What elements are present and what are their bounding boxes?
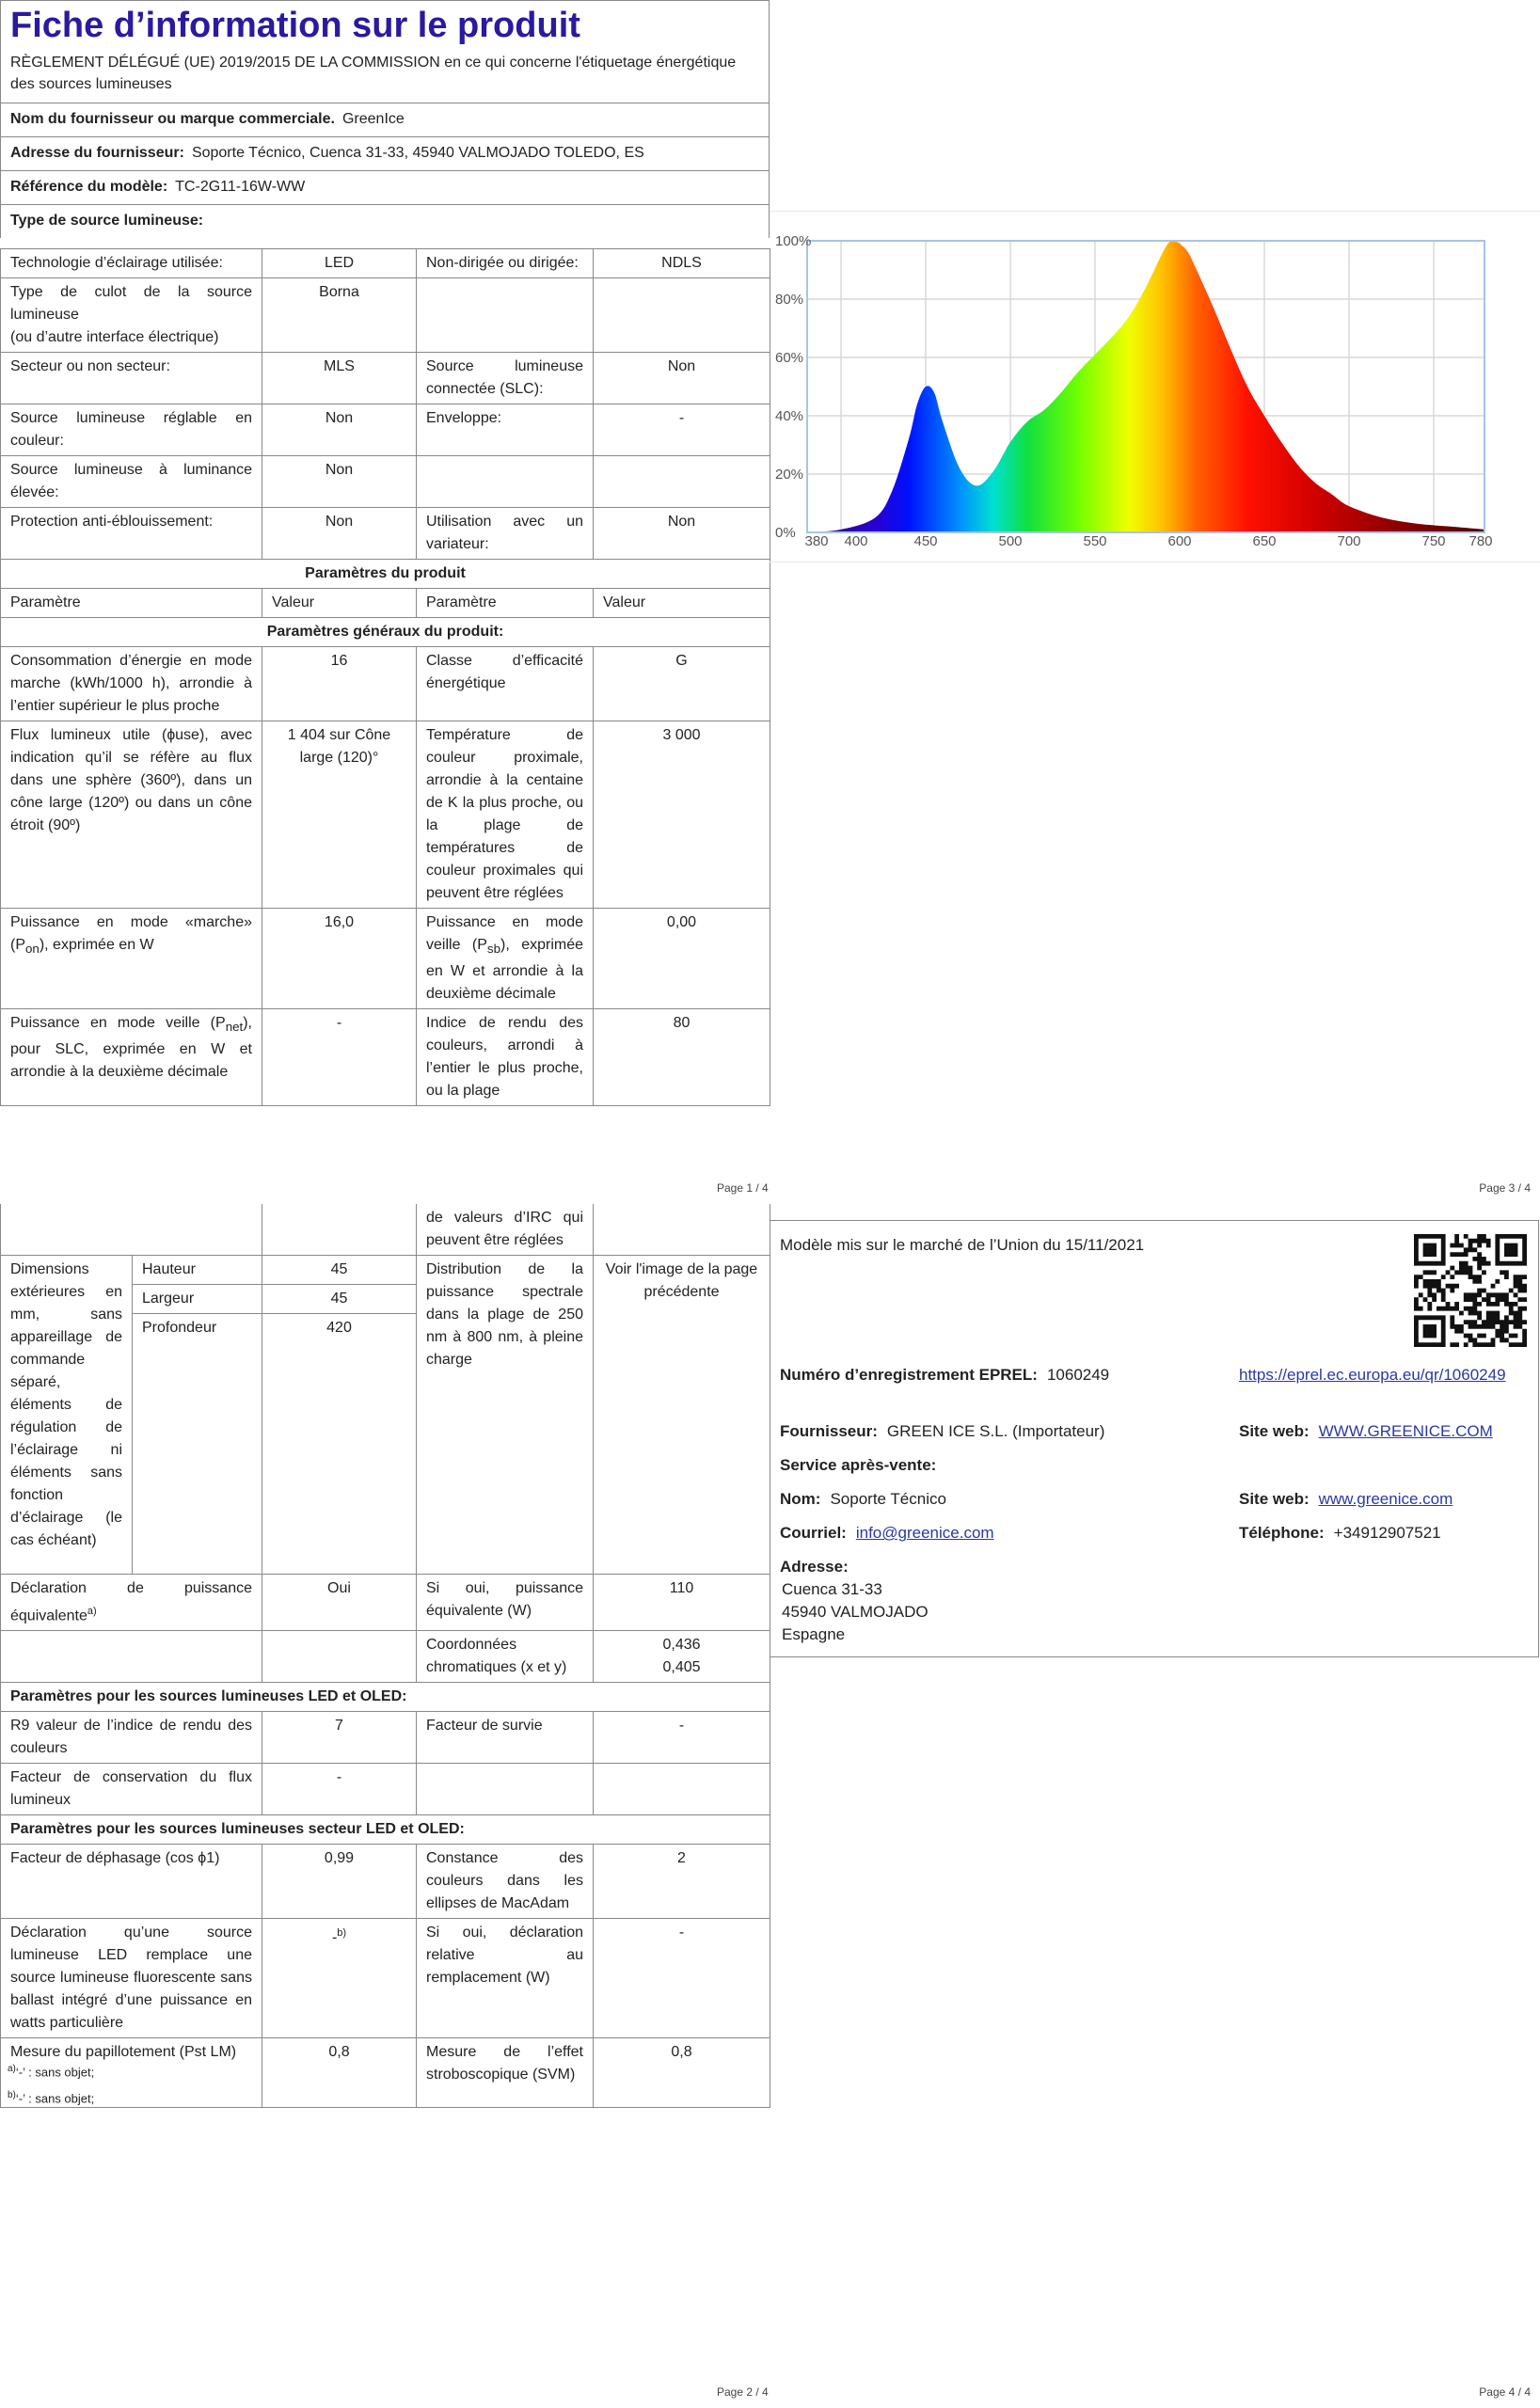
footnote-text: ‘-’ : sans objet;	[15, 2091, 95, 2106]
x-tick-label: 550	[1083, 533, 1107, 549]
led-params-heading: Paramètres pour les sources lumineuses LED et OLED:	[1, 1682, 770, 1711]
page-4	[770, 1204, 1540, 2408]
supplier-label: Fournisseur:	[780, 1422, 878, 1440]
spd-value: Voir l'image de la page précédente	[594, 1256, 770, 1575]
table-row	[1, 1682, 770, 1711]
y-tick-label: 20%	[775, 467, 804, 483]
param-value: 2	[594, 1844, 770, 1918]
table-row	[1, 1009, 770, 1106]
param-value: Oui	[262, 1574, 417, 1630]
param-label: Secteur ou non secteur:	[1, 353, 262, 404]
table-row	[1, 1574, 770, 1630]
dimension-name: Hauteur	[133, 1256, 262, 1285]
table-row	[1, 1918, 770, 2037]
column-header: Paramètre	[1, 589, 262, 618]
source-type-heading: Type de source lumineuse:	[1, 204, 769, 238]
empty-cell	[1, 1630, 262, 1682]
footnote-marker: a)	[8, 2064, 16, 2074]
chroma-y: 0,405	[662, 1658, 701, 1675]
spectrum-area	[807, 241, 1484, 532]
param-label: Flux lumineux utile (ɸuse), avec indication qu’il se réfère au flux dans une sphère (360º), dans un cône large (120º) ou dans un cône étroit (90º)	[1, 721, 262, 909]
param-value: 0,8	[594, 2037, 770, 2107]
contact-name-label: Nom:	[780, 1490, 821, 1508]
param-label: Coordonnées chromatiques (x et y)	[417, 1630, 594, 1682]
table-row	[1, 508, 770, 560]
label-part: Puissance en mode veille (P	[10, 1015, 226, 1032]
param-label: Protection anti-éblouissement:	[1, 508, 262, 560]
param-label: Température de couleur proximale, arrondie à la centaine de K la plus proche, ou la plage de températures de couleur proximales qui peuvent être réglées	[417, 721, 594, 909]
column-header: Paramètre	[417, 589, 594, 618]
footnote-text: ‘-’ : sans objet;	[15, 2065, 95, 2080]
param-value: LED	[262, 249, 417, 278]
after-sales-heading: Service après-vente:	[780, 1456, 937, 1474]
address-line-1: Cuenca 31-33	[782, 1580, 882, 1598]
table-row	[1, 560, 770, 589]
dimension-value: 45	[262, 1285, 417, 1314]
param-value: Borna	[262, 278, 417, 353]
param-value	[594, 278, 770, 353]
param-label: Source lumineuse connectée (SLC):	[417, 353, 594, 404]
x-tick-label: 380	[804, 533, 829, 549]
param-value: Non	[262, 456, 417, 508]
empty-cell	[262, 1204, 417, 1256]
param-label: Facteur de déphasage (cos ϕ1)	[1, 1844, 262, 1918]
param-label: Source lumineuse réglable en couleur:	[1, 404, 262, 456]
page-title: Fiche d’information sur le produit	[10, 6, 580, 45]
param-label: de valeurs d’IRC qui peuvent être réglées	[417, 1204, 594, 1256]
email-link[interactable]: info@greenice.com	[855, 1524, 994, 1542]
param-value: Non	[262, 508, 417, 560]
param-label: Classe d’efficacité énergétique	[417, 647, 594, 721]
y-tick-label: 0%	[775, 525, 796, 541]
x-tick-labels	[804, 533, 1492, 549]
empty-cell	[594, 1204, 770, 1256]
chroma-x: 0,436	[662, 1636, 701, 1653]
param-value: 1 404 sur Cône large (120)°	[262, 721, 417, 909]
label-subscript: sb	[486, 942, 500, 957]
address-line-2: 45940 VALMOJADO	[782, 1603, 929, 1621]
table-header-row	[1, 589, 770, 618]
empty-cell	[262, 1630, 417, 1682]
page-3	[770, 0, 1540, 1204]
param-label	[417, 1763, 594, 1814]
x-tick-label: 600	[1167, 533, 1192, 549]
qr-code-icon[interactable]	[1414, 1234, 1527, 1347]
table-row	[1, 1814, 770, 1844]
supplier-label: Nom du fournisseur ou marque commerciale.	[10, 111, 335, 127]
param-label: Si oui, puissance équivalente (W)	[417, 1574, 594, 1630]
param-label: Si oui, déclaration relative au remplacement (W)	[417, 1918, 594, 2037]
footnote-b	[8, 2090, 94, 2105]
mains-params-heading: Paramètres pour les sources lumineuses secteur LED et OLED:	[1, 1814, 770, 1844]
y-tick-labels	[775, 233, 811, 541]
param-value: -	[594, 1711, 770, 1763]
empty-cell	[1, 1204, 262, 1256]
product-params-heading: Paramètres du produit	[1, 560, 770, 589]
empty-cell	[133, 1342, 262, 1574]
model-value: TC-2G11-16W-WW	[175, 179, 306, 195]
spectral-distribution-chart	[770, 211, 1540, 562]
table-row	[1, 353, 770, 404]
label-subscript: net	[225, 1020, 244, 1035]
product-table-p1	[0, 248, 770, 1106]
param-value: 0,8	[262, 2037, 417, 2107]
phone-label: Téléphone:	[1239, 1524, 1325, 1542]
param-label: Non-dirigée ou dirigée:	[417, 249, 594, 278]
website-label: Site web:	[1239, 1422, 1310, 1440]
param-value: NDLS	[594, 249, 770, 278]
y-tick-label: 100%	[775, 233, 812, 249]
param-value	[594, 456, 770, 508]
param-value: 0,00	[594, 909, 770, 1009]
param-value	[594, 1630, 770, 1682]
address-value: Soporte Técnico, Cuenca 31-33, 45940 VALMOJADO TOLEDO, ES	[191, 145, 644, 161]
param-value: Non	[594, 353, 770, 404]
label-part: ), exprimée en W et arrondie à la deuxième décimale	[426, 937, 583, 1003]
regulation-text: RÈGLEMENT DÉLÉGUÉ (UE) 2019/2015 DE LA COMMISSION en ce qui concerne l'étiquetage énergétique des sources lumineuses	[10, 55, 737, 92]
label-subscript: on	[25, 942, 40, 957]
address-line-3: Espagne	[782, 1625, 846, 1643]
param-value: 16	[262, 647, 417, 721]
param-label: Facteur de survie	[417, 1711, 594, 1763]
param-label: Facteur de conservation du flux lumineux	[1, 1763, 262, 1814]
footnote-a	[8, 2064, 94, 2079]
supplier-value: GreenIce	[341, 111, 405, 127]
param-value	[594, 1763, 770, 1814]
table-row	[1, 647, 770, 721]
contact-name-value: Soporte Técnico	[830, 1490, 946, 1508]
x-tick-label: 400	[844, 533, 868, 549]
page-1	[0, 0, 770, 1204]
param-value: -	[594, 1918, 770, 2037]
param-value: -	[594, 404, 770, 456]
table-row	[1, 278, 770, 353]
param-label: Utilisation avec un variateur:	[417, 508, 594, 560]
param-value: Non	[262, 404, 417, 456]
supplier-line	[780, 1420, 1104, 1443]
website-line	[1239, 1420, 1493, 1443]
spd-label: Distribution de la puissance spectrale dans la plage de 250 nm à 800 nm, à pleine charge	[417, 1256, 594, 1575]
param-value: G	[594, 647, 770, 721]
label-part: Puissance en mode «marche» (P	[10, 914, 252, 953]
column-header: Valeur	[594, 589, 770, 618]
address-label: Adresse:	[780, 1558, 849, 1576]
param-label	[1, 909, 262, 1009]
param-value: 16,0	[262, 909, 417, 1009]
param-label	[1, 278, 262, 353]
page-number: Page 3 / 4	[1479, 1181, 1531, 1195]
footnote-marker: b)	[337, 1926, 347, 1939]
column-header: Valeur	[262, 589, 417, 618]
label-part: ), exprimée en W	[39, 937, 154, 953]
param-label: R9 valeur de l’indice de rendu des couleurs	[1, 1711, 262, 1763]
table-row	[1, 1711, 770, 1763]
email-label: Courriel:	[780, 1524, 847, 1542]
param-value: 3 000	[594, 721, 770, 909]
param-label: Mesure du papillotement (Pst LM)	[1, 2037, 262, 2107]
general-params-heading: Paramètres généraux du produit:	[1, 618, 770, 647]
empty-cell	[262, 1342, 417, 1574]
service-website-line	[1239, 1488, 1453, 1511]
eprel-line	[780, 1364, 1109, 1386]
address-line	[1, 136, 769, 170]
dimension-name: Largeur	[133, 1285, 262, 1314]
param-label	[417, 909, 594, 1009]
figure-top-rule	[770, 211, 1540, 212]
spectrum-figure	[770, 211, 1540, 562]
eprel-link[interactable]: https://eprel.ec.europa.eu/qr/1060249	[1239, 1366, 1506, 1384]
qr-modules	[1414, 1234, 1527, 1347]
table-row	[1, 1763, 770, 1814]
label-part: Déclaration de puissance équivalente	[10, 1579, 252, 1624]
table-row	[1, 618, 770, 647]
dimension-name: Profondeur	[133, 1314, 262, 1343]
param-label: Indice de rendu des couleurs, arrondi à l’entier le plus proche, ou la plage	[417, 1009, 594, 1106]
value-text: -	[331, 1929, 338, 1946]
page-number: Page 2 / 4	[717, 2385, 769, 2399]
x-tick-label: 700	[1337, 533, 1361, 549]
x-tick-label: 780	[1469, 533, 1493, 549]
table-row	[1, 2037, 770, 2107]
param-value: 0,99	[262, 1844, 417, 1918]
param-value: 80	[594, 1009, 770, 1106]
param-label-line: Type de culot de la source lumineuse	[10, 284, 252, 323]
param-label: Consommation d’énergie en mode marche (kWh/1000 h), arrondie à l’entier supérieur le plus proche	[1, 647, 262, 721]
table-row	[1, 1844, 770, 1918]
eprel-link-row	[1239, 1364, 1521, 1386]
website-link[interactable]: WWW.GREENICE.COM	[1318, 1422, 1493, 1440]
footnote-marker: b)	[8, 2090, 16, 2100]
header-block	[0, 0, 770, 238]
table-row	[1, 1204, 770, 1256]
table-row	[1, 909, 770, 1009]
dimension-value: 420	[262, 1314, 417, 1343]
table-row	[1, 456, 770, 508]
footnote-marker: a)	[87, 1605, 97, 1617]
param-label: Enveloppe:	[417, 404, 594, 456]
service-website-label: Site web:	[1239, 1490, 1310, 1508]
supplier-line	[1, 103, 769, 136]
param-value	[262, 1918, 417, 2037]
y-tick-label: 80%	[775, 292, 804, 308]
table-row	[1, 721, 770, 909]
market-date-text: Modèle mis sur le marché de l’Union du 15/11/2021	[780, 1236, 1145, 1254]
table-row	[1, 404, 770, 456]
eprel-label: Numéro d’enregistrement EPREL:	[780, 1366, 1038, 1384]
param-label	[1, 1009, 262, 1106]
email-line	[780, 1522, 994, 1545]
page-2	[0, 1204, 770, 2408]
x-tick-label: 450	[913, 533, 938, 549]
y-tick-label: 60%	[775, 350, 804, 366]
param-label	[417, 278, 594, 353]
param-label: Déclaration qu’une source lumineuse LED remplace une source lumineuse fluorescente sans ballast intégré d’une puissance en watts particulière	[1, 1918, 262, 2037]
param-value: Non	[594, 508, 770, 560]
address-label: Adresse du fournisseur:	[10, 145, 184, 161]
page-number: Page 1 / 4	[717, 1181, 769, 1195]
table-row	[1, 1630, 770, 1682]
param-label: Source lumineuse à luminance élevée:	[1, 456, 262, 508]
product-table-p2	[0, 1204, 770, 2108]
model-label: Référence du modèle:	[10, 179, 168, 195]
x-tick-label: 750	[1421, 533, 1446, 549]
param-value: MLS	[262, 353, 417, 404]
label-part: ), pour SLC, exprimée en W et arrondie à la deuxième décimale	[10, 1015, 252, 1081]
service-website-link[interactable]: www.greenice.com	[1318, 1490, 1453, 1508]
market-info-card	[770, 1220, 1539, 1657]
param-value: -	[262, 1763, 417, 1814]
table-row	[1, 1256, 770, 1285]
param-label: Constance des couleurs dans les ellipses de MacAdam	[417, 1844, 594, 1918]
phone-value: +34912907521	[1333, 1524, 1441, 1542]
page-number: Page 4 / 4	[1479, 2385, 1531, 2399]
param-value: 7	[262, 1711, 417, 1763]
eprel-value: 1060249	[1046, 1366, 1110, 1384]
table-row	[1, 249, 770, 278]
param-label: Technologie d’éclairage utilisée:	[1, 249, 262, 278]
param-label	[1, 1574, 262, 1630]
phone-line	[1239, 1522, 1441, 1545]
contact-name-line	[780, 1488, 946, 1511]
dimensions-label: Dimensions extérieures en mm, sans appareillage de commande séparé, éléments de régulation de l’éclairage ni éléments sans fonction d’éclairage (le cas échéant)	[1, 1256, 133, 1575]
x-tick-label: 500	[998, 533, 1023, 549]
y-tick-label: 40%	[775, 408, 804, 424]
param-label-line: (ou d’autre interface électrique)	[10, 329, 219, 345]
param-label: Mesure de l’effet stroboscopique (SVM)	[417, 2037, 594, 2107]
supplier-value: GREEN ICE S.L. (Importateur)	[886, 1422, 1105, 1440]
dimension-value: 45	[262, 1256, 417, 1285]
param-value: -	[262, 1009, 417, 1106]
model-line	[1, 170, 769, 204]
x-tick-label: 650	[1252, 533, 1277, 549]
param-label	[417, 456, 594, 508]
param-value: 110	[594, 1574, 770, 1630]
label-part: Puissance en mode veille (P	[426, 914, 583, 953]
